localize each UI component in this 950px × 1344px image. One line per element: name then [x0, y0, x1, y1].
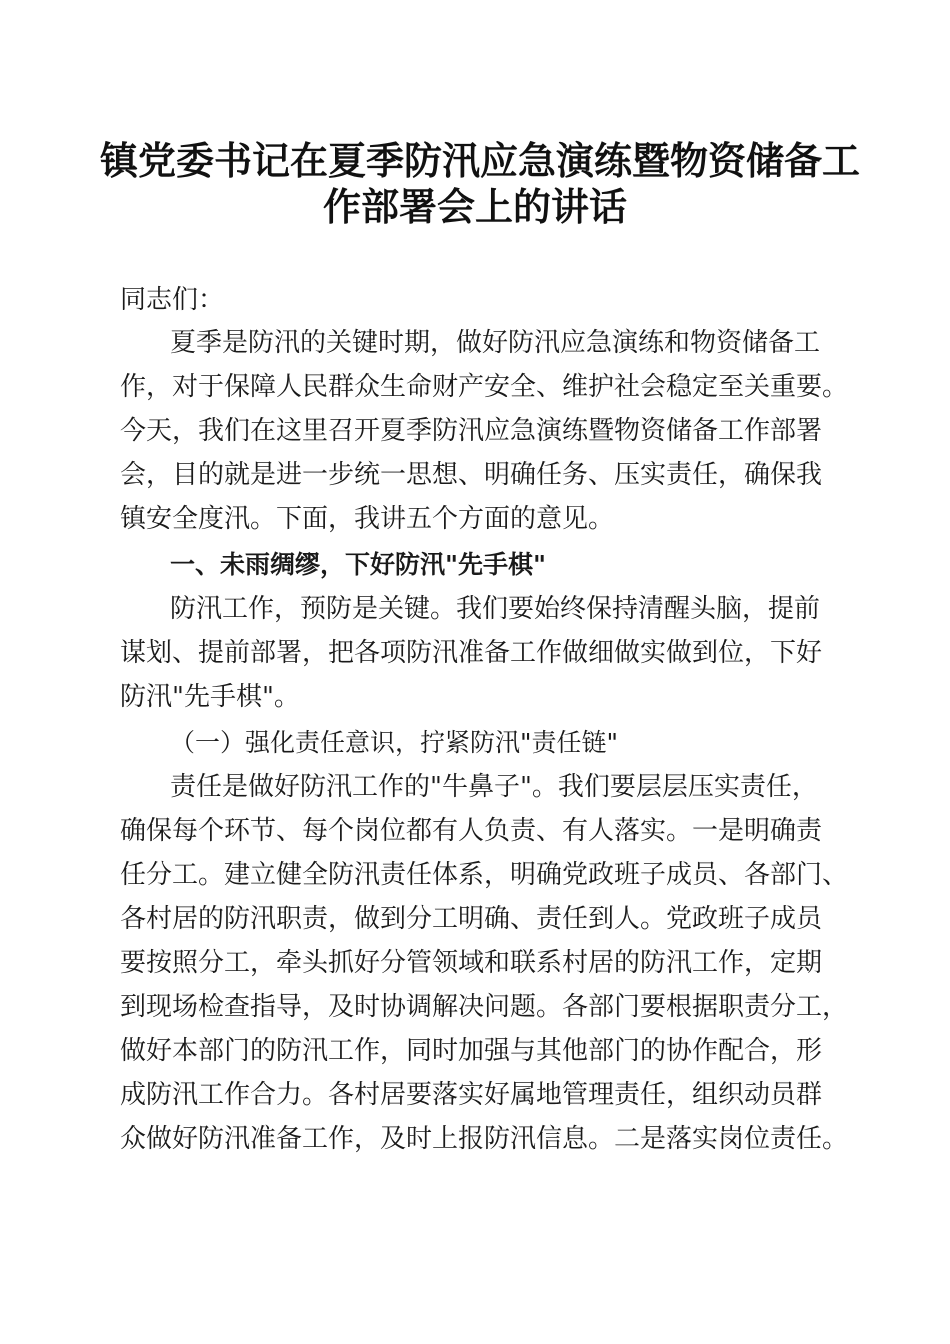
- paragraph-3-line: 成防汛工作合力。各村居要落实好属地管理责任，组织动员群: [120, 1080, 823, 1110]
- paragraph-1-line: 夏季是防汛的关键时期，做好防汛应急演练和物资储备工: [170, 328, 821, 358]
- paragraph-1-line: 作，对于保障人民群众生命财产安全、维护社会稳定至关重要。: [120, 372, 849, 402]
- paragraph-2-line: 防汛"先手棋"。: [120, 682, 300, 712]
- paragraph-3-line: 到现场检查指导，及时协调解决问题。各部门要根据职责分工，: [120, 992, 849, 1022]
- paragraph-2-line: 谋划、提前部署，把各项防汛准备工作做细做实做到位，下好: [120, 638, 823, 668]
- paragraph-2-line: 防汛工作，预防是关键。我们要始终保持清醒头脑，提前: [170, 594, 821, 624]
- document-title-line-2: 作部署会上的讲话: [322, 184, 627, 229]
- paragraph-3-line: 做好本部门的防汛工作，同时加强与其他部门的协作配合，形: [120, 1036, 823, 1066]
- paragraph-3-line: 要按照分工，牵头抓好分管领域和联系村居的防汛工作，定期: [120, 948, 823, 978]
- paragraph-3-line: 众做好防汛准备工作，及时上报防汛信息。二是落实岗位责任。: [120, 1124, 849, 1154]
- paragraph-1-line: 今天，我们在这里召开夏季防汛应急演练暨物资储备工作部署: [120, 416, 823, 446]
- paragraph-3-line: 任分工。建立健全防汛责任体系，明确党政班子成员、各部门、: [120, 860, 849, 890]
- paragraph-1-line: 会，目的就是进一步统一思想、明确任务、压实责任，确保我: [120, 460, 823, 490]
- paragraph-1-line: 镇安全度汛。下面，我讲五个方面的意见。: [120, 504, 615, 534]
- section-heading-1: 一、未雨绸缪，下好防汛"先手棋": [170, 550, 547, 579]
- paragraph-3-line: 责任是做好防汛工作的"牛鼻子"。我们要层层压实责任，: [170, 772, 818, 802]
- paragraph-3-line: 确保每个环节、每个岗位都有人负责、有人落实。一是明确责: [120, 816, 823, 846]
- salutation: 同志们：: [120, 285, 225, 315]
- document-title-line-1: 镇党委书记在夏季防汛应急演练暨物资储备工: [100, 138, 861, 183]
- paragraph-3-line: 各村居的防汛职责，做到分工明确、责任到人。党政班子成员: [120, 904, 823, 934]
- subsection-heading-1: （一）强化责任意识，拧紧防汛"责任链": [170, 728, 618, 757]
